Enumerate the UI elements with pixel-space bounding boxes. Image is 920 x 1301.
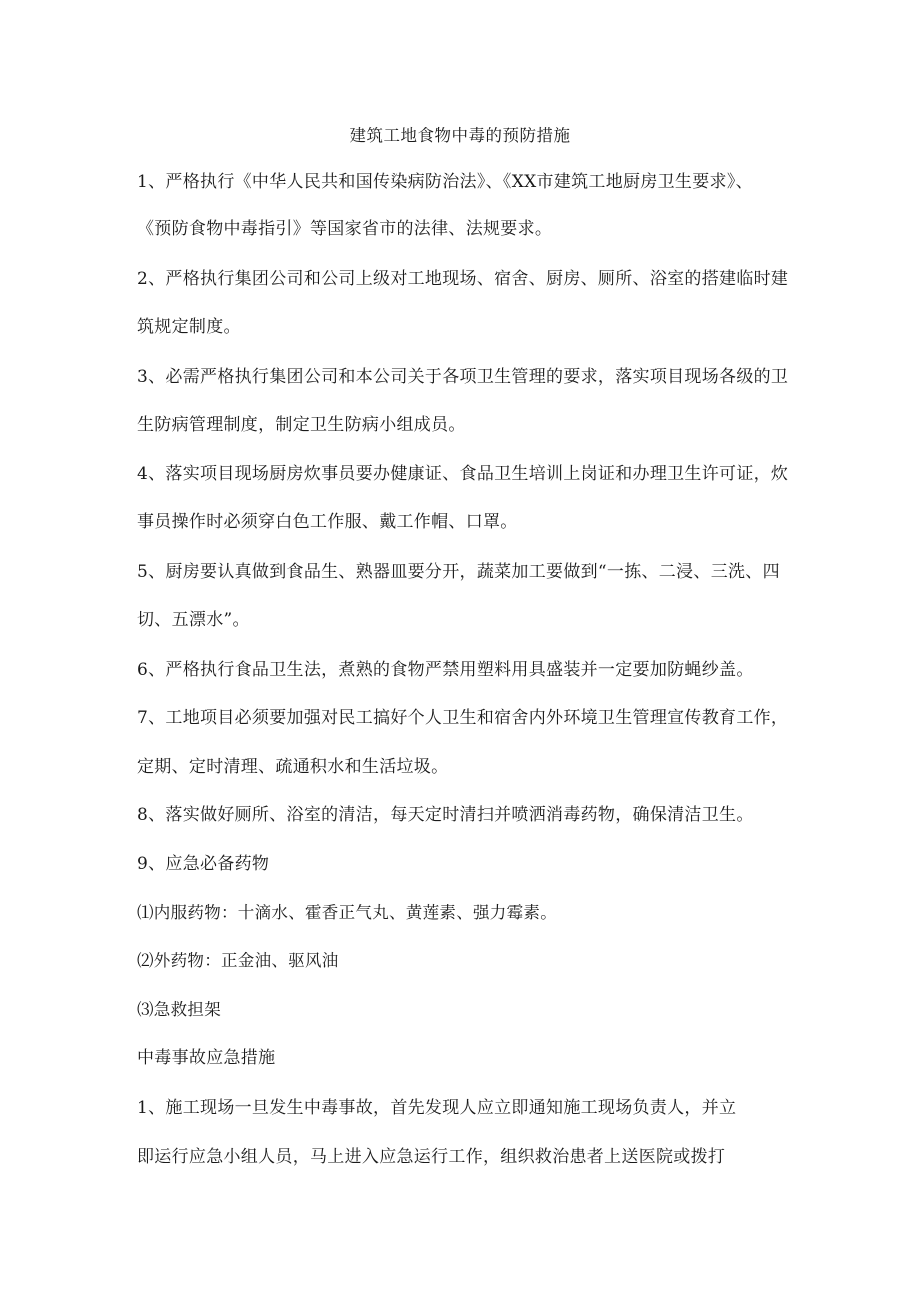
paragraph-line: 即运行应急小组人员，马上进入应急运行工作，组织救治患者上送医院或拨打	[137, 1147, 726, 1167]
paragraph-line: 生防病管理制度，制定卫生防病小组成员。	[137, 415, 466, 435]
paragraph-line: ⑴内服药物：十滴水、霍香正气丸、黄莲素、强力霉素。	[137, 903, 557, 922]
paragraph-line: ⑵外药物：正金油、驱风油	[137, 951, 339, 970]
paragraph-line: ⑶急救担架	[137, 1000, 221, 1019]
paragraph-line: 3、必需严格执行集团公司和本公司关于各项卫生管理的要求，落实项目现场各级的卫	[137, 367, 789, 387]
paragraph-line: 9、应急必备药物	[137, 854, 270, 874]
paragraph-line: 定期、定时清理、疏通积水和生活垃圾。	[137, 757, 449, 777]
paragraph-line: 2、严格执行集团公司和公司上级对工地现场、宿舍、厨房、厕所、浴室的搭建临时建	[137, 269, 789, 289]
paragraph-line: 1、施工现场一旦发生中毒事故，首先发现人应立即通知施工现场负责人，并立	[137, 1098, 737, 1118]
paragraph-line: 5、厨房要认真做到食品生、熟器皿要分开，蔬菜加工要做到“一拣、二浸、三洗、四	[137, 562, 780, 582]
paragraph-line: 4、落实项目现场厨房炊事员要办健康证、食品卫生培训上岗证和办理卫生许可证，炊	[137, 464, 789, 484]
paragraph-line: 1、严格执行《中华人民共和国传染病防治法》、《XX市建筑工地厨房卫生要求》、	[137, 172, 753, 192]
paragraph-line: 7、工地项目必须要加强对民工搞好个人卫生和宿舍内外环境卫生管理宣传教育工作，	[137, 708, 789, 728]
section-heading: 中毒事故应急措施	[137, 1048, 276, 1068]
paragraph-line: 6、严格执行食品卫生法，煮熟的食物严禁用塑料用具盛装并一定要加防蝇纱盖。	[137, 660, 754, 680]
paragraph-line: 事员操作时必须穿白色工作服、戴工作帽、口罩。	[137, 512, 518, 532]
paragraph-line: 切、五漂水”。	[137, 610, 250, 630]
document-title: 建筑工地食物中毒的预防措施	[349, 126, 571, 145]
paragraph-line: 8、落实做好厕所、浴室的清洁，每天定时清扫并喷洒消毒药物，确保清洁卫生。	[137, 805, 754, 825]
paragraph-line: 《预防食物中毒指引》等国家省市的法律、法规要求。	[137, 219, 553, 239]
paragraph-line: 筑规定制度。	[137, 317, 241, 337]
